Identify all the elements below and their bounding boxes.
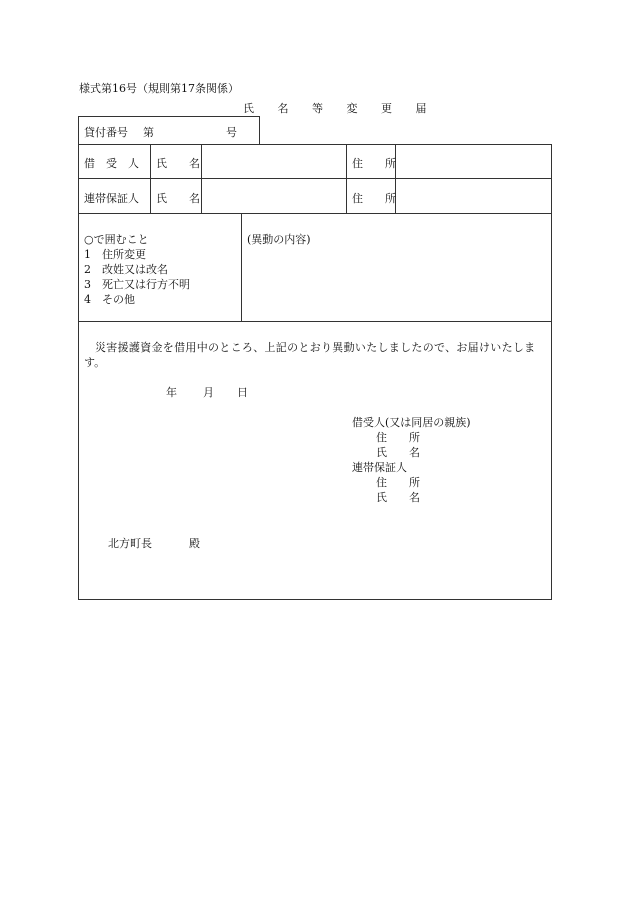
statement-text-continued: す。 xyxy=(84,356,106,369)
form-number-label: 様式第16号（規則第17条関係） xyxy=(79,82,239,95)
signatory-borrower-heading: 借受人(又は同居の親族) xyxy=(352,416,471,429)
column-divider xyxy=(241,213,242,322)
options-heading: ○で囲むこと xyxy=(84,233,149,246)
addressee-name: 北方町長 xyxy=(108,537,152,550)
signatory-guarantor-address-label: 住 所 xyxy=(376,476,420,489)
option-item: 1 住所変更 xyxy=(84,248,146,261)
statement-text: 災害援護資金を借用中のところ、上記のとおり異動いたしましたので、お届けいたしま xyxy=(95,341,536,354)
signatory-guarantor-name-label: 氏 名 xyxy=(376,491,420,504)
signatory-borrower-address-label: 住 所 xyxy=(376,431,420,444)
loan-number-label: 貸付番号 xyxy=(84,126,128,139)
guarantor-name-label: 氏 名 xyxy=(156,192,200,205)
guarantor-role-label: 連帯保証人 xyxy=(84,192,139,205)
page-title: 氏 名 等 変 更 届 xyxy=(243,102,437,115)
addressee-honorific: 殿 xyxy=(189,537,200,550)
column-divider xyxy=(201,144,202,214)
column-divider xyxy=(150,144,151,214)
borrower-name-label: 氏 名 xyxy=(156,157,200,170)
row-divider xyxy=(78,321,552,322)
guarantor-address-label: 住 所 xyxy=(352,192,396,205)
change-content-label: (異動の内容) xyxy=(247,233,311,246)
option-item: 4 その他 xyxy=(84,293,135,306)
date-year-label: 年 xyxy=(166,386,177,399)
column-divider xyxy=(346,144,347,214)
signatory-borrower-name-label: 氏 名 xyxy=(376,446,420,459)
option-item: 2 改姓又は改名 xyxy=(84,263,168,276)
loan-number-prefix: 第 xyxy=(143,126,154,139)
loan-number-suffix: 号 xyxy=(226,126,237,139)
date-day-label: 日 xyxy=(237,386,248,399)
option-item: 3 死亡又は行方不明 xyxy=(84,278,190,291)
borrower-address-label: 住 所 xyxy=(352,157,396,170)
signatory-guarantor-heading: 連帯保証人 xyxy=(352,461,407,474)
borrower-role-label: 借 受 人 xyxy=(84,157,139,170)
date-month-label: 月 xyxy=(203,386,214,399)
